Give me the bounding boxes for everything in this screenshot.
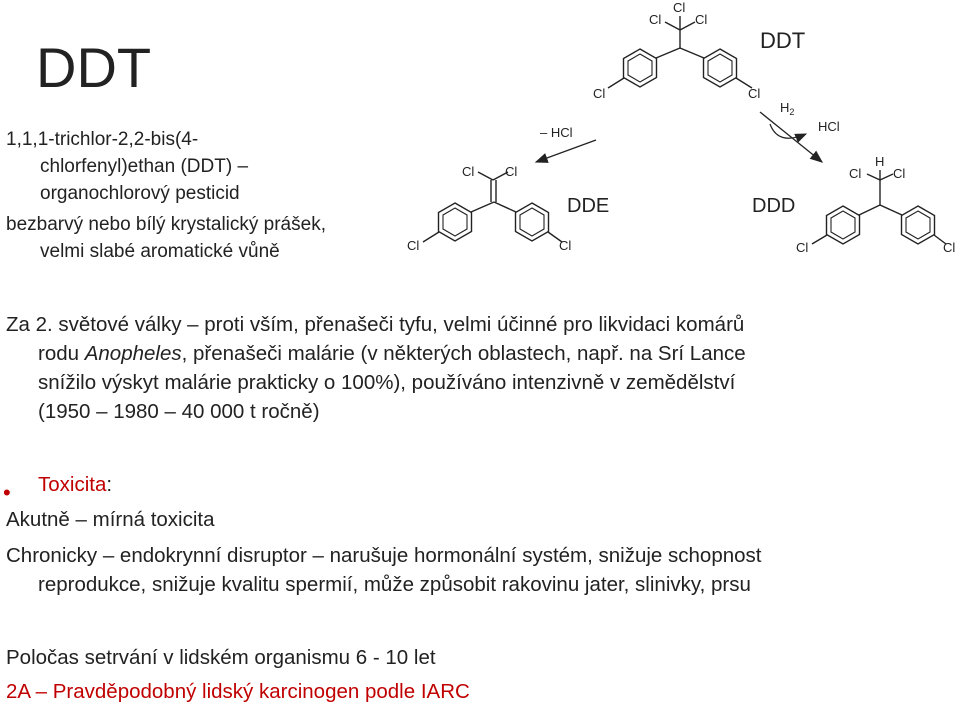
half-life: Poločas setrvání v lidském organismu 6 - 10 let	[6, 646, 436, 669]
intro-line: organochlorový pesticid	[40, 183, 240, 204]
svg-text:Cl: Cl	[593, 86, 606, 101]
svg-text:Cl: Cl	[943, 240, 956, 255]
svg-text:Cl: Cl	[695, 12, 708, 27]
history-line: rodu Anopheles, přenašeči malárie (v některých oblastech, např. na Srí Lance	[38, 342, 746, 365]
svg-text:Cl: Cl	[849, 166, 862, 181]
svg-text:Cl: Cl	[748, 86, 761, 101]
minus-hcl-label: – HCl	[540, 125, 573, 140]
history-line: (1950 – 1980 – 40 000 t ročně)	[38, 400, 320, 423]
svg-text:H: H	[875, 154, 885, 169]
iarc-classification: 2A – Pravděpodobný lidský karcinogen podle IARC	[6, 680, 470, 703]
hcl-label: HCl	[818, 119, 840, 134]
history-line: Za 2. světové války – proti vším, přenašeči tyfu, velmi účinné pro likvidaci komárů	[6, 313, 745, 336]
chronic-toxicity: reprodukce, snižuje kvalitu spermií, může způsobit rakovinu jater, slinivky, prsu	[38, 573, 751, 596]
svg-text:Cl: Cl	[893, 166, 906, 181]
ddd-structure	[796, 154, 955, 255]
intro-line: velmi slabé aromatické vůně	[40, 241, 280, 262]
chronic-toxicity: Chronicky – endokrynní disruptor – narušuje hormonální systém, snižuje schopnost	[6, 544, 762, 567]
intro-line: chlorfenyl)ethan (DDT) –	[40, 156, 249, 177]
svg-text:Cl: Cl	[407, 238, 420, 253]
page-title: DDT	[36, 36, 152, 99]
bullet-icon: •	[3, 480, 11, 505]
ddd-label: DDD	[752, 195, 796, 217]
ddt-label: DDT	[760, 28, 806, 53]
elimination-arrow	[536, 140, 596, 162]
svg-text:Cl: Cl	[649, 12, 662, 27]
intro-line: bezbarvý nebo bílý krystalický prášek,	[6, 214, 326, 235]
acute-toxicity: Akutně – mírná toxicita	[6, 508, 215, 531]
svg-text:Cl: Cl	[673, 0, 686, 15]
h2-label: $H_2$	[780, 100, 795, 117]
reduction-arrow	[760, 112, 822, 162]
svg-text:Cl: Cl	[505, 164, 518, 179]
h2-curved-arrow	[770, 124, 806, 138]
history-line: snížilo výskyt malárie prakticky o 100%), používáno intenzivně v zemědělství	[38, 371, 736, 394]
svg-text:Cl: Cl	[462, 164, 475, 179]
toxicity-heading: Toxicita:	[38, 473, 113, 496]
dde-label: DDE	[567, 195, 610, 217]
svg-text:Cl: Cl	[796, 240, 809, 255]
genus-name: Anopheles	[84, 342, 182, 365]
intro-line: 1,1,1-trichlor-2,2-bis(4-	[6, 129, 199, 150]
dde-structure	[407, 164, 571, 253]
reaction-scheme	[0, 0, 960, 290]
svg-text:Cl: Cl	[559, 238, 572, 253]
ddt-structure	[593, 0, 760, 101]
